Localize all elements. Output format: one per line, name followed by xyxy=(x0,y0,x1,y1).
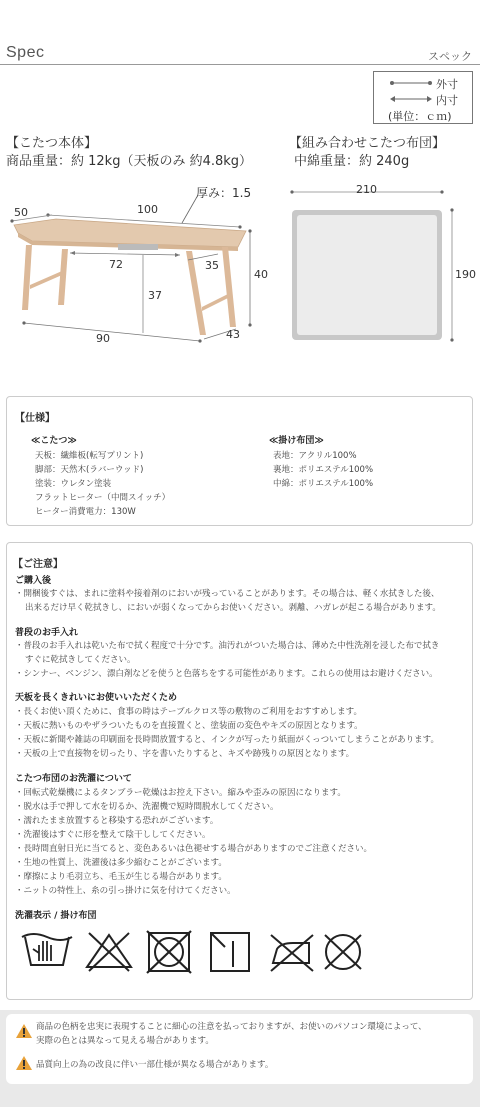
caution-section-title: ご購入後 xyxy=(15,576,52,586)
list-item: ・開梱後すぐは、まれに塗料や接着剤のにおいが残っていることがあります。その場合は、軽く水拭きした後、 xyxy=(15,589,440,599)
dim-bottom-width: 90 xyxy=(96,332,110,345)
legend-inner: 内寸 xyxy=(436,94,458,107)
spec-kotatsu-list xyxy=(35,449,170,519)
wash-icons xyxy=(19,927,369,975)
spec-panel xyxy=(6,396,473,526)
table-weight: 商品重量：約 12kg（天板のみ 約4.8kg） xyxy=(6,154,253,169)
list-item: ・天板の上で直接物を切ったり、字を書いたりすると、キズや跡残りの原因となります。 xyxy=(15,749,355,759)
page-title: Spec xyxy=(6,44,45,61)
no-iron-icon xyxy=(271,935,313,971)
hand-wash-40-icon xyxy=(22,934,72,965)
line-dry-shade-icon xyxy=(211,933,249,971)
dim-inner-width: 72 xyxy=(109,258,123,271)
dim-futon-depth: 190 xyxy=(455,268,476,281)
list-item: すぐに乾拭きしてください。 xyxy=(25,655,136,665)
unit-legend xyxy=(373,71,473,124)
no-tumble-dry-icon xyxy=(147,931,191,973)
futon-weight: 中綿重量：約 240g xyxy=(294,154,410,169)
spec-futon-title: ≪掛け布団≫ xyxy=(269,436,324,446)
dim-thickness: 厚み：1.5 xyxy=(196,186,252,200)
no-dry-clean-icon xyxy=(325,935,361,969)
caution-panel xyxy=(6,542,473,1000)
wash-title: 洗濯表示 / 掛け布団 xyxy=(15,911,97,921)
caution-section-title: 普段のお手入れ xyxy=(15,628,79,638)
notice-box xyxy=(6,1014,473,1084)
caution-section-title: 天板を長くきれいにお使いいただくため xyxy=(15,693,178,703)
futon-illustration xyxy=(280,180,480,350)
list-item: ・普段のお手入れは乾いた布で拭く程度で十分です。油汚れがついた場合は、薄めた中性洗剤を浸した布で拭き xyxy=(15,641,440,651)
spec-kotatsu-title: ≪こたつ≫ xyxy=(31,436,77,446)
dim-inner-height: 37 xyxy=(148,289,162,302)
legend-arrows-icon xyxy=(390,78,432,104)
legend-outer: 外寸 xyxy=(436,78,458,91)
list-item: ・天板に新聞や雑誌の印刷面を長時間放置すると、インクが写ったり紙面がくっついてしまうことがあります。 xyxy=(15,735,440,745)
caution-section-title: こたつ布団のお洗濯について xyxy=(15,774,132,784)
caution-section-body xyxy=(15,786,372,898)
list-item: 塗装：ウレタン塗装 xyxy=(35,479,112,489)
list-item: ・濡れたまま放置すると移染する恐れがございます。 xyxy=(15,816,219,826)
table-illustration xyxy=(0,175,280,350)
list-item: 裏地：ポリエステル100% xyxy=(273,465,374,475)
list-item: ・長くお使い頂くために、食事の時はテーブルクロス等の敷物のご利用をおすすめします。 xyxy=(15,707,362,717)
dim-width: 100 xyxy=(137,203,158,216)
notice-text: 商品の色柄を忠実に表現することに細心の注意を払っておりますが、お使いのパソコン環境によって、 実際の色とは異なって見える場合があります。 xyxy=(36,1022,427,1046)
legend-unit: (単位：ｃｍ) xyxy=(388,110,452,123)
warning-icon xyxy=(16,1024,32,1038)
list-item: 天板：繊維板(転写プリント) xyxy=(35,451,144,461)
dim-depth: 50 xyxy=(14,206,28,219)
list-item: 出来るだけ早く乾拭きし、においが弱くなってからお使いください。剥離、ハガレが起こる場合があります。 xyxy=(25,603,441,613)
dim-inner-depth: 35 xyxy=(205,259,219,272)
page-subtitle: スペック xyxy=(428,50,472,63)
list-item: 表地：アクリル100% xyxy=(273,451,357,461)
list-item: 中綿：ポリエステル100% xyxy=(273,479,374,489)
list-item: ・長時間直射日光に当てると、変色あるいは色褪せする場合がありますのでご注意ください。 xyxy=(15,844,373,854)
list-item: ・天板に熱いものやザラついたものを直接置くと、塗装面の変色やキズの原因となります。 xyxy=(15,721,363,731)
dim-futon-width: 210 xyxy=(356,183,377,196)
dim-bottom-depth: 43 xyxy=(226,328,240,341)
list-item: フラットヒーター（中間スイッチ） xyxy=(35,493,171,503)
caution-section-body xyxy=(15,587,441,615)
dim-height: 40 xyxy=(254,268,268,281)
spec-futon-list xyxy=(273,449,373,491)
no-bleach-icon xyxy=(87,933,131,971)
list-item: 脚部：天然木(ラバーウッド) xyxy=(35,465,144,475)
caution-section-body xyxy=(15,639,439,681)
list-item: ・洗濯後はすぐに形を整えて陰干ししてください。 xyxy=(15,830,211,840)
caution-heading: 【ご注意】 xyxy=(13,559,63,570)
notice-text: 品質向上の為の改良に伴い一部仕様が異なる場合があります。 xyxy=(36,1060,274,1070)
list-item: ・脱水は手で押して水を切るか、洗濯機で短時間脱水してください。 xyxy=(15,802,279,812)
warning-icon xyxy=(16,1056,32,1070)
caution-section-body xyxy=(15,705,439,761)
header-divider xyxy=(0,64,480,65)
list-item: ・回転式乾燥機によるタンブラー乾燥はお控え下さい。縮みや歪みの原因になります。 xyxy=(15,788,346,798)
list-item: ・ニットの特性上、糸の引っ掛けに気を付けてください。 xyxy=(15,886,236,896)
list-item: ・摩擦により毛羽立ち、毛玉が生じる場合があります。 xyxy=(15,872,227,882)
spec-heading: 【仕様】 xyxy=(15,413,55,424)
list-item: ・生地の性質上、洗濯後は多少縮むことがございます。 xyxy=(15,858,227,868)
table-heading: 【こたつ本体】 xyxy=(6,136,98,151)
list-item: ヒーター消費電力：130W xyxy=(35,507,136,517)
list-item: ・シンナー、ベンジン、漂白剤などを使うと色落ちをする可能性があります。これらの使用はお避けください。 xyxy=(15,669,438,679)
futon-heading: 【組み合わせこたつ布団】 xyxy=(289,136,446,151)
